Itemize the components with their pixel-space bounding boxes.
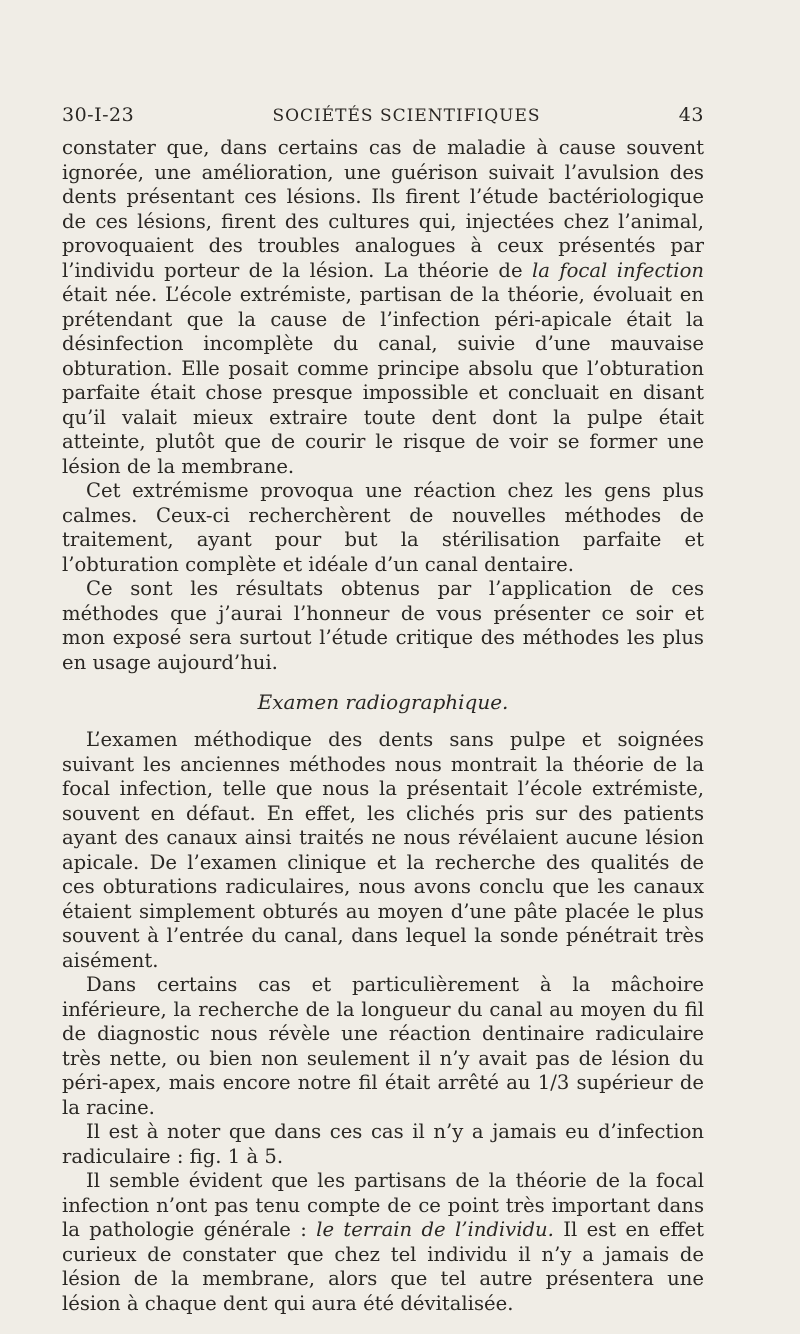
section-heading: Examen radiographique. bbox=[257, 690, 509, 714]
page-number: 43 bbox=[678, 104, 704, 126]
paragraph-1: constater que, dans certains cas de maladie à cause souvent ignorée, une amélioration, une guérison suivait l’avulsion des dents présentant ces lésions. Ils firent l’étude bactériologique de ces lésions, firent des cultures qui, injectées chez l’animal, provoquaient des troubles analogues à ceux présentés par l’individu porteur de la lésion. La théorie de la focal infection était née. L’école extrémiste, partisan de la théorie, évoluait en prétendant que la cause de l’infection péri-apicale était la désinfection incomplète du canal, suivie d’une mauvaise obturation. Elle posait comme principe absolu que l’obturation parfaite était chose presque impossible et concluait en disant qu’il valait mieux extraire toute dent dont la pulpe était atteinte, plutôt que de courir le risque de voir se former une lésion de la membrane. bbox=[62, 136, 704, 478]
emphasis-terrain: le terrain de l’individu. bbox=[316, 1218, 554, 1241]
running-head bbox=[62, 104, 704, 126]
header-title: SOCIÉTÉS SCIENTIFIQUES bbox=[272, 106, 541, 126]
body-text bbox=[62, 136, 704, 1316]
paragraph-2: Cet extrémisme provoqua une réaction chez les gens plus calmes. Ceux-ci recherchèrent de nouvelles méthodes de traitement, ayant pour but la stérilisation parfaite et l’obturation complète et idéale d’un canal dentaire. bbox=[62, 479, 704, 576]
emphasis-focal-infection: la focal infection bbox=[531, 258, 704, 282]
paragraph-5: Dans certains cas et particulièrement à la mâchoire inférieure, la recherche de la longueur du canal au moyen du fil de diagnostic nous révèle une réaction dentinaire radiculaire très nette, ou bien non seulement il n’y avait pas de lésion du péri-apex, mais encore notre fil était arrêté au 1/3 supérieur de la racine. bbox=[62, 973, 704, 1119]
header-date: 30-I-23 bbox=[62, 104, 135, 126]
paragraph-7: Il semble évident que les partisans de la théorie de la focal infection n’ont pas tenu compte de ce point très important dans la pathologie générale : le terrain de l’individu. Il est en effet curieux de constater que chez tel individu il n’y a jamais de lésion de la membrane, alors que tel autre présentera une lésion à chaque dent qui aura été dévitalisée. bbox=[62, 1169, 704, 1315]
paragraph-3: Ce sont les résultats obtenus par l’application de ces méthodes que j’aurai l’honneur de vous présenter ce soir et mon exposé sera surtout l’étude critique des méthodes les plus en usage aujourd’hui. bbox=[62, 577, 704, 674]
paragraph-6: Il est à noter que dans ces cas il n’y a jamais eu d’infection radiculaire : fig. 1 à 5. bbox=[62, 1120, 704, 1168]
paragraph-4: L’examen méthodique des dents sans pulpe et soignées suivant les anciennes méthodes nous montrait la théorie de la focal infection, telle que nous la présentait l’école extrémiste, souvent en défaut. En effet, les clichés pris sur des patients ayant des canaux ainsi traités ne nous révélaient aucune lésion apicale. De l’examen clinique et la recherche des qualités de ces obturations radiculaires, nous avons conclu que les canaux étaient simplement obturés au moyen d’une pâte placée le plus souvent à l’entrée du canal, dans lequel la sonde pénétrait très aisément. bbox=[62, 728, 704, 972]
